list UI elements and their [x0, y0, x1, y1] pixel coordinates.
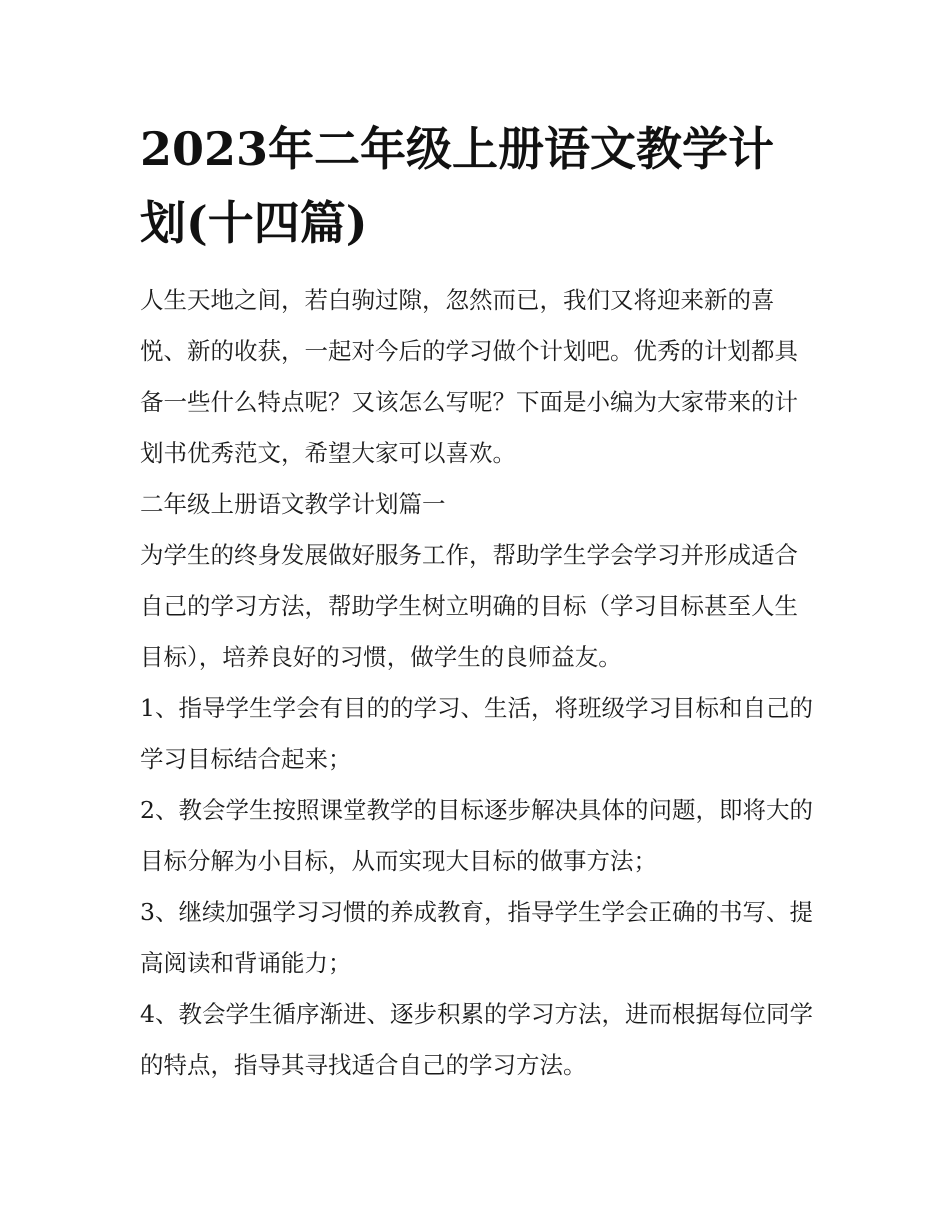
list-item: 1、指导学生学会有目的的学习、生活，将班级学习目标和自己的学习目标结合起来；: [140, 694, 813, 773]
list-item: 2、教会学生按照课堂教学的目标逐步解决具体的问题，即将大的目标分解为小目标，从而实现大目标的做事方法；: [140, 796, 813, 875]
list-item: 4、教会学生循序渐进、逐步积累的学习方法，进而根据每位同学的特点，指导其寻找适合自己的学习方法。: [140, 1000, 813, 1079]
intro-paragraph: 人生天地之间，若白驹过隙，忽然而已，我们又将迎来新的喜悦、新的收获，一起对今后的学习做个计划吧。优秀的计划都具备一些什么特点呢？又该怎么写呢？下面是小编为大家带来的计划书优秀范文，希望大家可以喜欢。: [140, 286, 798, 467]
document-title: 2023年二年级上册语文教学计划(十四篇): [140, 122, 775, 250]
section-heading: 二年级上册语文教学计划篇一: [140, 490, 446, 518]
section-paragraph: 为学生的终身发展做好服务工作，帮助学生学会学习并形成适合自己的学习方法，帮助学生树立明确的目标（学习目标甚至人生目标），培养良好的习惯，做学生的良师益友。: [140, 541, 798, 671]
list-item: 3、继续加强学习习惯的养成教育，指导学生学会正确的书写、提高阅读和背诵能力；: [140, 898, 813, 977]
